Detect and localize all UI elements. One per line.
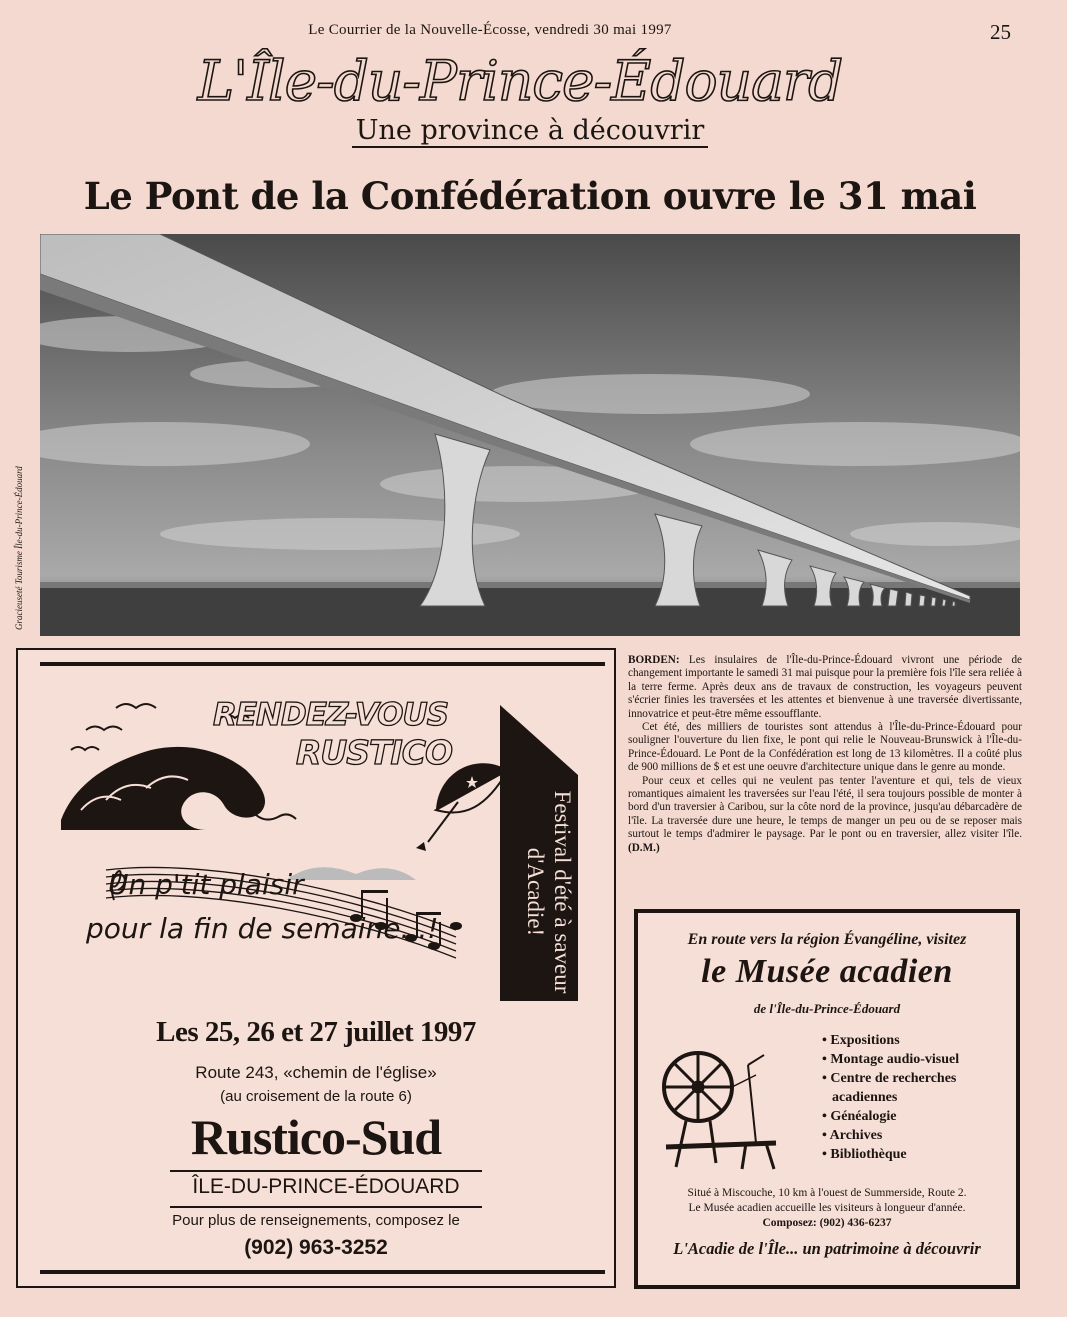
musee-name: le Musée acadien — [701, 953, 953, 990]
article-body — [628, 654, 1022, 855]
rustico-logo-line1: RENDEZ-VOUS — [213, 697, 449, 733]
section-title: L'Île-du-Prince-Édouard — [197, 49, 843, 113]
page-number: 25 — [990, 20, 1011, 44]
rustico-phone: (902) 963-3252 — [244, 1236, 388, 1259]
musee-slogan: L'Acadie de l'Île... un patrimoine à découvrir — [673, 1239, 981, 1258]
section-subtitle — [250, 115, 810, 147]
musee-ad — [634, 909, 1020, 1289]
umbrella-icon — [416, 763, 508, 851]
article-signature: (D.M.) — [628, 841, 660, 854]
list-item: • Montage audio-visuel — [822, 1050, 1012, 1069]
photo-credit: Gracieuseté Tourisme Île-du-Prince-Édouard — [14, 466, 24, 630]
musee-features-list — [822, 1031, 1012, 1164]
bridge-photo — [40, 234, 1020, 636]
list-item: • Archives — [822, 1126, 1012, 1145]
musee-address-2: Le Musée acadien accueille les visiteurs à longueur d'année. — [688, 1202, 966, 1214]
ad-rule-bottom — [40, 1270, 605, 1274]
ad-rule-top — [40, 662, 605, 666]
spinning-wheel-icon — [656, 1035, 786, 1175]
section-subtitle-text: Une province à découvrir — [352, 115, 709, 148]
article-paragraph-2: Cet été, des milliers de touristes sont attendus à l'Île-du-Prince-Édouard pour souligner l'ouverture du lien fixe, le pont qui relie le Nouveau-Brunswick à l'Île-du-Prince-Édouard. Le Pont de la Confédération est long de 13 kilomètres. Il a coûté plus de 900 millions de $ et est une oeuvre d'architecture unique dans le genre au monde. — [628, 721, 1022, 774]
bridge-photo-drawing — [40, 234, 1020, 636]
musee-intro: En route vers la région Évangéline, visitez — [687, 931, 967, 948]
rustico-province: ÎLE-DU-PRINCE-ÉDOUARD — [192, 1175, 460, 1198]
list-item: • Expositions — [822, 1031, 1012, 1050]
rustico-route: Route 243, «chemin de l'église» — [195, 1063, 437, 1082]
list-item: • Généalogie — [822, 1107, 1012, 1126]
rustico-info: Pour plus de renseignements, composez le — [172, 1212, 460, 1229]
article-p1-text: Les insulaires de l'Île-du-Prince-Édouard vivront une période de changement importante le samedi 31 mai puisque pour la première fois l'île sera reliée à la terre ferme. Après deux ans de travaux de construction, les voyageurs peuvent s'écrier finies les traversées et les attentes et bienvenue à une traversée divertissante, innovatrice et peut-être même essoufflante. — [628, 654, 1022, 720]
musee-phone: Composez: (902) 436-6237 — [762, 1217, 892, 1229]
rustico-logo-line2: RUSTICO — [296, 733, 453, 772]
masthead: Le Courrier de la Nouvelle-Écosse, vendredi 30 mai 1997 — [308, 22, 672, 38]
list-item: acadiennes — [832, 1090, 898, 1105]
article-headline: Le Pont de la Confédération ouvre le 31 mai — [83, 174, 977, 218]
festival-banner-label — [516, 782, 576, 1002]
musee-location: de l'Île-du-Prince-Édouard — [753, 1001, 901, 1016]
rustico-dates: Les 25, 26 et 27 juillet 1997 — [156, 1016, 476, 1048]
article-paragraph-1 — [628, 654, 1022, 721]
cloud-icon — [286, 867, 416, 880]
list-item: • Centre de recherches — [822, 1069, 1012, 1088]
rustico-place: Rustico-Sud — [190, 1109, 442, 1165]
article-paragraph-3 — [628, 775, 1022, 855]
rustico-ad-artwork — [56, 690, 526, 1020]
article-p3-text: Pour ceux et celles qui ne veulent pas tenter l'aventure et qui, tels de vieux romantiques aimaient les traversées sur l'eau l'été, il sera toujours possible de monter à bord d'un traversier à Caribou, sur la côte nord de la province, jusqu'au débarcadère de l'île. La traversée dure une heure, le temps de manger un peu ou de se reposer mais surtout le temps d'admirer le paysage. Par le pont ou en traversier, allez visiter l'île. — [628, 774, 1022, 841]
festival-banner-text: Festival d'été à saveur d'Acadie! — [523, 790, 575, 994]
rustico-ad — [16, 648, 616, 1288]
rustico-tagline-2: pour la fin de semaine...! — [86, 912, 439, 945]
rustico-crossing: (au croisement de la route 6) — [220, 1088, 412, 1105]
list-item: • Bibliothèque — [822, 1145, 1012, 1164]
wave-icon — [61, 747, 296, 830]
musee-address-1: Situé à Miscouche, 10 km à l'ouest de Summerside, Route 2. — [687, 1187, 967, 1199]
dateline: BORDEN: — [628, 654, 680, 666]
rustico-tagline-1: Un p'tit plaisir — [108, 868, 304, 901]
